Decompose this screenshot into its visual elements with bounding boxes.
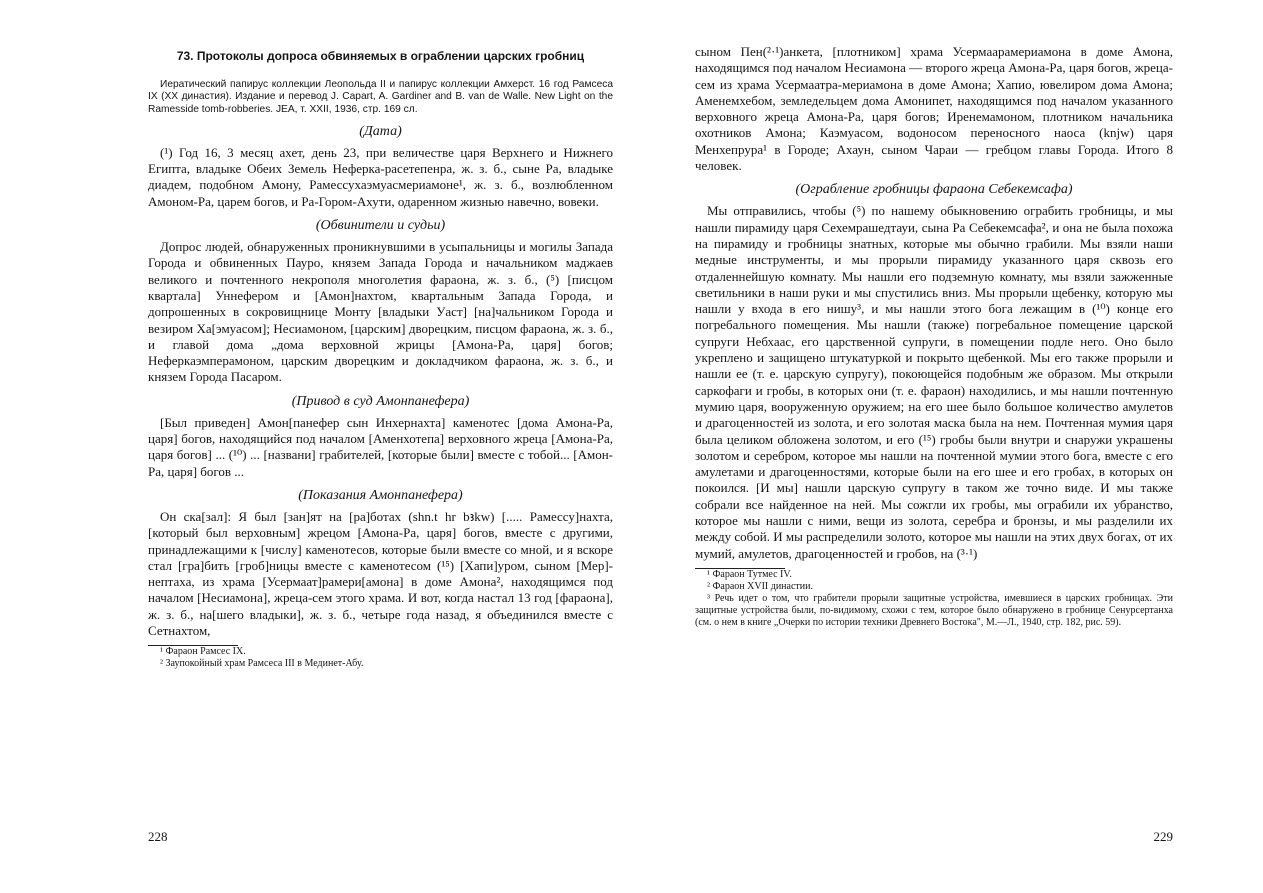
- paragraph-date: (¹) Год 16, 3 месяц ахет, день 23, при величестве царя Верхнего и Нижнего Египта, владыке Обеих Земель Неферка-расетепенра, ж. з. б., сыне Ра, владыке диадем, подобном Амону, Рамессухаэмуасмериамоне¹, ж. з. б., возлюбленном Амоном-Ра, царем богов, и Ра-Гором-Ахути, одаренном жизнью навечно, вовеки.: [148, 144, 613, 209]
- right-page: [695, 0, 1173, 893]
- page-number-left: 228: [148, 829, 168, 844]
- section-heading-summons: (Привод в суд Амонпанефера): [291, 393, 470, 409]
- section-heading-accusers: (Обвинители и судьи): [315, 218, 446, 234]
- paragraph-testimony: Он ска[зал]: Я был [зан]ят на [ра]ботах (shn.t hr bꜣkw) [..... Рамессу]нахта, [который был верховным] жрецом [Амона-Ра, царя] богов, вместе с другими, принадлежащими к [числу] каменотесов, которые были вместе со мной, и я вскоре стал [гра]бить [гроб]ницы вместе с каменотесом (¹⁵) [Хапи]уром, сыном [Мер]-нептаха, из храма [Усермаат]рамери[амона] в доме Амона², находящимся под началом [Несиамона], жреца-сем этого храма. И вот, когда настал 13 год [фараона], ж. з. б., на[шего владыки], ж. з. б., четыре года назад, я объединился вместе с Сетнахтом,: [148, 508, 613, 639]
- paragraph-continuation: сыном Пен(²·¹)анкета, [плотником] храма Усермаарамериамона в доме Амона, находящимся под началом Несиамона — второго жреца Амона-Ра, царя богов, жреца-сем из храма Усермаатра-мериамона в доме Амона; Хапио, ювелиром дома Амона; Аменемхебом, земледельцем дома Амонипет, находящимся под началом указанного верховного жреца Амона-Ра, царя богов; Иренемамоном, плотником начальника охотников Амона; Каэмуасом, водоносом переносного наоса (knjw) царя Менхепрура¹ в Городе; Ахаун, сыном Чараи — гребцом главы Города. Итого 8 человек.: [695, 44, 1173, 174]
- footnote-2: ² Фараон XVII династии.: [707, 580, 813, 592]
- footnote-3: ³ Речь идет о том, что грабители прорыли защитные устройства, имевшиеся в царских гробницах. Эти защитные устройства были, по-видимому, схожи с тем, которое было обнаружено в гробнице Сенурсертанха (см. о нем в книге „Очерки по истории техники Древнего Востока", М.—Л., 1940, стр. 182, рис. 59).: [695, 592, 1173, 628]
- source-note: Иератический папирус коллекции Леопольда II и папирус коллекции Амхерст. 16 год Рамсеса IX (XX династия). Издание и перевод J. Capart, A. Gardiner and B. van de Walle. New Light on the Ramesside tomb-robberies. JEA, т. XXII, 1936, стр. 169 сл.: [148, 79, 613, 115]
- footnote-1: ¹ Фараон Тутмес IV.: [707, 568, 792, 580]
- section-heading-date: (Дата): [359, 123, 402, 139]
- section-heading-robbery: (Ограбление гробницы фараона Себекемсафа): [795, 182, 1073, 198]
- paragraph-robbery: Мы отправились, чтобы (⁵) по нашему обыкновению ограбить гробницы, и мы нашли пирамиду царя Сехемрашедтауи, сына Ра Себекемсафа², и она не была похожа на пирамиду и гробницы знатных, которые мы обычно грабили. Мы взяли наши медные инструменты, и мы прорыли пирамиду указанного царя сквозь его отдаленнейшую комнату. Мы нашли его подземную комнату, мы взяли зажженные светильники в наши руки и мы спустились вниз. Мы прорыли щебенку, которую мы нашли у входа в его нишу³, и мы нашли этого бога лежащим в (¹⁰) конце его погребального помещения. Мы нашли (также) погребальное помещение царской супруги Небхаас, его царственной супруги, в помещении подле него. Оно было укреплено и защищено штукатуркой и покрыто щебенкой. Мы его также прорыли и нашли ее (т. е. царскую супругу), покоющейся подобным же образом. Мы открыли саркофаги и гробы, в которых они (т. е. фараон) находились, и мы нашли почтенную мумию царя, вооруженную оружием; на его шее было большое количество амулетов и драгоценностей из золота, и его золотая маска была на нем. Почтенная мумия царя была целиком обложена золотом, и его (¹⁵) гробы были внутри и снаружи украшены золотом и серебром, которое мы нашли на почтенной мумии этого бога, вместе с его амулетами и драгоценностями, которые были на его шее и его гробах, в которых он покоился. [И мы] нашли царскую супругу в таком же точно виде. И мы также собрали все найденное на ней. Мы сожгли их гробы, мы ограбили их убранство, которое мы нашли с ними, вещи из золота, серебра и бронзы, и мы разделили их между собой. И мы распределили золото, которое мы нашли на этих двух богах, от их мумий, амулетов, драгоценностей и гробов, на (³·¹): [695, 203, 1173, 561]
- section-heading-testimony: (Показания Амонпанефера): [298, 487, 463, 503]
- paragraph-summons: [Был приведен] Амон[панефер сын Инхернахта] каменотес [дома Амона-Ра, царя] богов, находящийся под началом [Аменхотепа] верховного жреца [Амона-Ра, царя богов] ... (¹⁰) ... [названи] грабителей, [которые были] вместе с тобой... [Амон-Ра, царя] богов ...: [148, 414, 613, 479]
- page-number-right: 229: [1153, 829, 1173, 844]
- left-page: [148, 0, 613, 893]
- chapter-title: 73. Протоколы допроса обвиняемых в ограблении царских гробниц: [176, 49, 585, 63]
- footnote-1: ¹ Фараон Рамсес IX.: [160, 646, 246, 658]
- footnote-2: ² Заупокойный храм Рамсеса III в Мединет-Абу.: [160, 658, 364, 670]
- paragraph-accusers: Допрос людей, обнаруженных проникнувшими в усыпальницы и могилы Запада Города и обвиненных Пауро, князем Запада Города и начальником маджаев великого и почтенного некрополя многолетия фараона, ж. з. б., (⁵) [писцом квартала] Уннефером и [Амон]нахтом, квартальным Запада Города, и допрошенных в сокровищнице Монту [владыки Уаст] [на]чальником Города и везиром Ха[эмуасом]; Несиамоном, [царским] дворецким, писцом фараона, ж. з. б., и главой дома „дома верховной жрицы [Амона-Ра, царя] богов; Неферкаэмперамоном, царским дворецким и докладчиком фараона, ж. з. б., и князем Города Пасаром.: [148, 239, 613, 385]
